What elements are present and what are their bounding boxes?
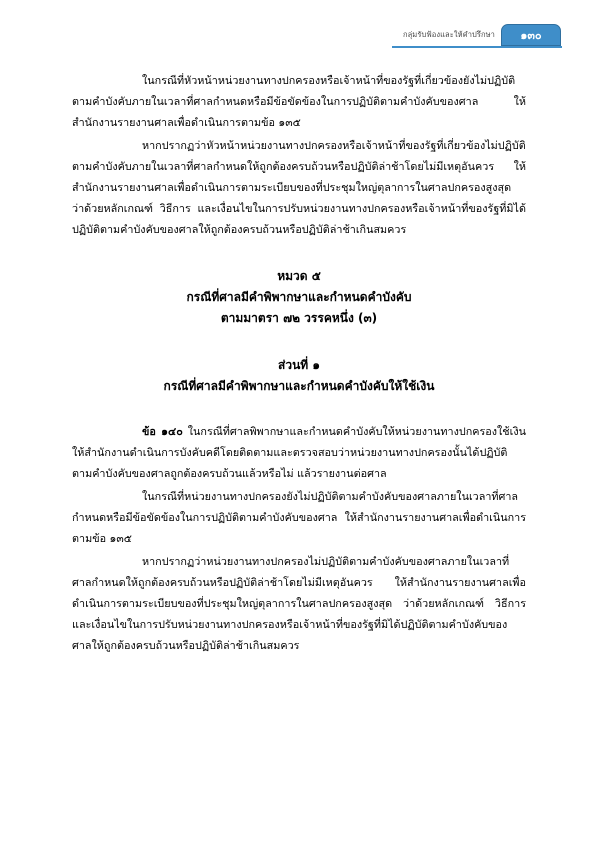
header-rule <box>392 46 562 48</box>
article-label: ข้อ ๑๔๐ <box>142 425 183 438</box>
paragraph-3: ในกรณีที่ศาลพิพากษาและกำหนดคำบังคับให้หน่วยงานทางปกครองใช้เงินให้สำนักงานดำเนินการบังคับคดีโดยติดตามและตรวจสอบว่าหน่วยงานทางปกครองนั้นได้ปฏิบัติตามคำบังคับของศาลถูกต้องครบถ้วนแล้วหรือไม่ แล้วรายงานต่อศาล <box>72 425 526 480</box>
page-number-tab <box>501 24 561 46</box>
paragraph-2: หากปรากฏว่าหัวหน้าหน่วยงานทางปกครองหรือเจ้าหน้าที่ของรัฐที่เกี่ยวข้องไม่ปฏิบัติตามคำบังคับภายในเวลาที่ศาลกำหนดให้ถูกต้องครบถ้วนหรือปฏิบัติล่าช้าโดยไม่มีเหตุอันควร ให้สำนักงานรายงานศาลเพื่อดำเนินการตามระเบียบของที่ประชุมใหญ่ตุลาการในศาลปกครองสูงสุด ว่าด้วยหลักเกณฑ์ วิธีการ และเงื่อนไขในการปรับหน่วยงานทางปกครองหรือเจ้าหน้าที่ของรัฐที่มิได้ปฏิบัติตามคำบังคับของศาลให้ถูกต้องครบถ้วนหรือปฏิบัติล่าช้าเกินสมควร <box>72 139 526 236</box>
page-header <box>403 24 561 46</box>
page-number: ๑๓๐ <box>520 29 542 42</box>
section-title: ส่วนที่ ๑ <box>278 358 320 372</box>
document-body <box>72 70 526 656</box>
section-subtitle: กรณีที่ศาลมีคำพิพากษาและกำหนดคำบังคับให้ใช้เงิน <box>163 379 435 393</box>
paragraph-5: หากปรากฏว่าหน่วยงานทางปกครองไม่ปฏิบัติตามคำบังคับของศาลภายในเวลาที่ศาลกำหนดให้ถูกต้องครบถ้วนหรือปฏิบัติล่าช้าโดยไม่มีเหตุอันควร ให้สำนักงานรายงานศาลเพื่อดำเนินการตามระเบียบของที่ประชุมใหญ่ตุลาการในศาลปกครองสูงสุด ว่าด้วยหลักเกณฑ์ วิธีการ และเงื่อนไขในการปรับหน่วยงานทางปกครองหรือเจ้าหน้าที่ของรัฐที่มิได้ปฏิบัติตามคำบังคับของศาลให้ถูกต้องครบถ้วนหรือปฏิบัติล่าช้าเกินสมควร <box>72 555 526 652</box>
header-label: กลุ่มรับฟ้องและให้คำปรึกษา <box>402 30 495 39</box>
paragraph-1: ในกรณีที่หัวหน้าหน่วยงานทางปกครองหรือเจ้าหน้าที่ของรัฐที่เกี่ยวข้องยังไม่ปฏิบัติตามคำบังคับภายในเวลาที่ศาลกำหนดหรือมีข้อขัดข้องในการปฏิบัติตามคำบังคับของศาล ให้สำนักงานรายงานศาลเพื่อดำเนินการตามข้อ ๑๓๕ <box>72 74 526 129</box>
chapter-reference: ตามมาตรา ๗๒ วรรคหนึ่ง (๓) <box>220 311 378 325</box>
chapter-subtitle: กรณีที่ศาลมีคำพิพากษาและกำหนดคำบังคับ <box>186 290 412 304</box>
chapter-title: หมวด ๕ <box>277 269 321 283</box>
article-paragraph <box>72 421 526 484</box>
paragraph-4: ในกรณีที่หน่วยงานทางปกครองยังไม่ปฏิบัติตามคำบังคับของศาลภายในเวลาที่ศาลกำหนดหรือมีข้อขัดข้องในการปฏิบัติตามคำบังคับของศาล ให้สำนักงานรายงานศาลเพื่อดำเนินการตามข้อ ๑๓๕ <box>72 490 526 545</box>
